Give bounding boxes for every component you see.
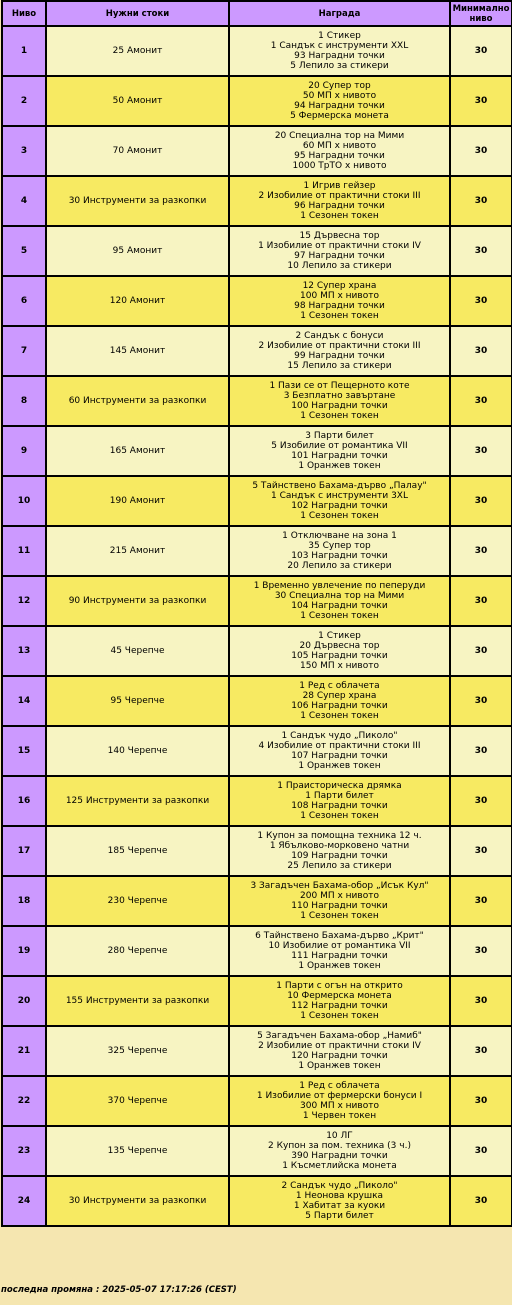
reward-cell <box>229 826 450 876</box>
reward-cell <box>229 426 450 476</box>
reward-line: 109 Наградни точки <box>291 851 388 861</box>
reward-line: 1 Игрив гейзер <box>303 181 376 191</box>
goods-cell: 280 Черепче <box>46 926 229 976</box>
reward-line: 10 Фермерска монета <box>287 991 392 1001</box>
reward-line: 5 Загадъчен Бахама-обор „Намиб" <box>257 1031 422 1041</box>
table-row <box>2 126 512 176</box>
goods-cell: 70 Амонит <box>46 126 229 176</box>
min-level-cell: 30 <box>450 1176 512 1226</box>
reward-line: 1 Сезонен токен <box>300 411 379 421</box>
reward-line: 1 Сезонен токен <box>300 711 379 721</box>
reward-line: 10 ЛГ <box>326 1131 353 1141</box>
table-row <box>2 76 512 126</box>
header-reward: Награда <box>229 1 450 26</box>
reward-cell <box>229 76 450 126</box>
reward-line: 1 Сезонен токен <box>300 911 379 921</box>
reward-line: 1 Сезонен токен <box>300 811 379 821</box>
reward-line: 99 Наградни точки <box>294 351 385 361</box>
reward-line: 35 Супер тор <box>308 541 371 551</box>
min-level-cell: 30 <box>450 1076 512 1126</box>
reward-cell <box>229 1176 450 1226</box>
reward-line: 60 МП x нивото <box>302 141 377 151</box>
goods-cell: 90 Инструменти за разкопки <box>46 576 229 626</box>
reward-line: 3 Парти билет <box>305 431 374 441</box>
reward-line: 1 Купон за помощна техника 12 ч. <box>257 831 422 841</box>
reward-line: 1 Червен токен <box>302 1111 377 1121</box>
reward-cell <box>229 526 450 576</box>
reward-line: 101 Наградни точки <box>291 451 388 461</box>
table-row <box>2 326 512 376</box>
table-row <box>2 526 512 576</box>
table-row <box>2 1126 512 1176</box>
reward-line: 1 Оранжев токен <box>298 1061 381 1071</box>
table-body <box>2 26 512 1226</box>
reward-cell <box>229 626 450 676</box>
goods-cell: 145 Амонит <box>46 326 229 376</box>
min-level-cell: 30 <box>450 176 512 226</box>
goods-cell: 185 Черепче <box>46 826 229 876</box>
reward-line: 2 Сандък чудо „Пиколо" <box>281 1181 398 1191</box>
reward-cell <box>229 576 450 626</box>
min-level-cell: 30 <box>450 376 512 426</box>
header-goods: Нужни стоки <box>46 1 229 26</box>
level-cell: 8 <box>2 376 46 426</box>
reward-line: 1 Оранжев токен <box>298 761 381 771</box>
table-row <box>2 626 512 676</box>
reward-line: 390 Наградни точки <box>291 1151 388 1161</box>
table-row <box>2 276 512 326</box>
reward-cell <box>229 776 450 826</box>
level-cell: 20 <box>2 976 46 1026</box>
reward-line: 1 Сандък чудо „Пиколо" <box>281 731 398 741</box>
goods-cell: 25 Амонит <box>46 26 229 76</box>
reward-cell <box>229 876 450 926</box>
reward-line: 1 Ред с облачета <box>299 1081 380 1091</box>
reward-line: 25 Лепило за стикери <box>287 861 392 871</box>
table-row <box>2 776 512 826</box>
reward-line: 1 Пази се от Пещерното коте <box>269 381 410 391</box>
header-level: Ниво <box>2 1 46 26</box>
goods-cell: 60 Инструменти за разкопки <box>46 376 229 426</box>
level-cell: 11 <box>2 526 46 576</box>
reward-line: 15 Дървесна тор <box>299 231 380 241</box>
level-cell: 7 <box>2 326 46 376</box>
table-row <box>2 226 512 276</box>
reward-line: 100 МП x нивото <box>300 291 379 301</box>
reward-line: 1 Сандък с инструменти XXL <box>270 41 409 51</box>
reward-line: 200 МП x нивото <box>300 891 379 901</box>
reward-line: 1 Парти билет <box>305 791 374 801</box>
reward-line: 3 Загадъчен Бахама-обор „Исък Кул" <box>250 881 429 891</box>
level-cell: 12 <box>2 576 46 626</box>
reward-cell <box>229 1126 450 1176</box>
reward-line: 96 Наградни точки <box>294 201 385 211</box>
reward-line: 120 Наградни точки <box>291 1051 388 1061</box>
goods-cell: 95 Черепче <box>46 676 229 726</box>
table-row <box>2 1076 512 1126</box>
level-cell: 1 <box>2 26 46 76</box>
goods-cell: 155 Инструменти за разкопки <box>46 976 229 1026</box>
reward-cell <box>229 126 450 176</box>
level-cell: 16 <box>2 776 46 826</box>
reward-line: 1 Сезонен токен <box>300 311 379 321</box>
level-cell: 9 <box>2 426 46 476</box>
min-level-cell: 30 <box>450 526 512 576</box>
goods-cell: 50 Амонит <box>46 76 229 126</box>
min-level-cell: 30 <box>450 276 512 326</box>
reward-line: 1 Временно увлечение по пеперуди <box>253 581 426 591</box>
level-cell: 18 <box>2 876 46 926</box>
reward-line: 6 Тайнствено Бахама-дърво „Крит" <box>255 931 424 941</box>
level-cell: 6 <box>2 276 46 326</box>
reward-line: 20 Супер тор <box>308 81 371 91</box>
level-cell: 13 <box>2 626 46 676</box>
reward-line: 28 Супер храна <box>302 691 377 701</box>
level-cell: 17 <box>2 826 46 876</box>
reward-line: 5 Лепило за стикери <box>290 61 389 71</box>
level-cell: 2 <box>2 76 46 126</box>
min-level-cell: 30 <box>450 876 512 926</box>
min-level-cell: 30 <box>450 776 512 826</box>
reward-cell <box>229 376 450 426</box>
goods-cell: 215 Амонит <box>46 526 229 576</box>
min-level-cell: 30 <box>450 726 512 776</box>
reward-line: 5 Изобилие от романтика VII <box>271 441 408 451</box>
level-cell: 22 <box>2 1076 46 1126</box>
reward-cell <box>229 176 450 226</box>
table-row <box>2 376 512 426</box>
table-row <box>2 726 512 776</box>
goods-cell: 30 Инструменти за разкопки <box>46 1176 229 1226</box>
rewards-table <box>1 0 512 1227</box>
reward-line: 20 Специална тор на Мими <box>274 131 405 141</box>
reward-line: 1 Отключване на зона 1 <box>282 531 397 541</box>
reward-line: 1 Сезонен токен <box>300 511 379 521</box>
reward-line: 3 Безплатно завъртане <box>283 391 396 401</box>
reward-line: 1 Праисторическа дрямка <box>277 781 402 791</box>
reward-cell <box>229 326 450 376</box>
reward-cell <box>229 26 450 76</box>
reward-cell <box>229 1026 450 1076</box>
reward-line: 1 Парти с огън на открито <box>276 981 403 991</box>
reward-line: 97 Наградни точки <box>294 251 385 261</box>
reward-cell <box>229 1076 450 1126</box>
reward-line: 1 Неонова крушка <box>295 1191 384 1201</box>
reward-line: 106 Наградни точки <box>291 701 388 711</box>
table-row <box>2 1176 512 1226</box>
min-level-cell: 30 <box>450 976 512 1026</box>
goods-cell: 120 Амонит <box>46 276 229 326</box>
reward-line: 1 Стикер <box>318 631 361 641</box>
min-level-cell: 30 <box>450 676 512 726</box>
min-level-cell: 30 <box>450 126 512 176</box>
reward-line: 2 Изобилие от практични стоки III <box>258 191 421 201</box>
table-row <box>2 476 512 526</box>
reward-line: 1 Късметлийска монета <box>282 1161 397 1171</box>
reward-line: 10 Лепило за стикери <box>287 261 392 271</box>
reward-line: 2 Сандък с бонуси <box>295 331 384 341</box>
reward-line: 1 Изобилие от практични стоки IV <box>258 241 421 251</box>
reward-line: 104 Наградни точки <box>291 601 388 611</box>
min-level-cell: 30 <box>450 426 512 476</box>
reward-line: 1 Хабитат за куоки <box>293 1201 386 1211</box>
reward-line: 2 Купон за пом. техника (3 ч.) <box>268 1141 411 1151</box>
last-modified: последна промяна : 2025-05-07 17:17:26 (CEST) <box>1 1285 237 1295</box>
reward-line: 1 Сандък с инструменти 3XL <box>271 491 408 501</box>
reward-line: 1 Сезонен токен <box>300 1011 379 1021</box>
level-cell: 21 <box>2 1026 46 1076</box>
reward-line: 1 Ред с облачета <box>299 681 380 691</box>
header-min-level: Минимално ниво <box>450 1 512 26</box>
min-level-cell: 30 <box>450 1026 512 1076</box>
reward-cell <box>229 976 450 1026</box>
reward-line: 5 Фермерска монета <box>290 111 389 121</box>
reward-cell <box>229 226 450 276</box>
reward-line: 95 Наградни точки <box>294 151 385 161</box>
min-level-cell: 30 <box>450 76 512 126</box>
reward-line: 50 МП x нивото <box>302 91 377 101</box>
table-row <box>2 576 512 626</box>
reward-line: 110 Наградни точки <box>291 901 388 911</box>
table-row <box>2 426 512 476</box>
level-cell: 23 <box>2 1126 46 1176</box>
goods-cell: 230 Черепче <box>46 876 229 926</box>
level-cell: 14 <box>2 676 46 726</box>
reward-line: 15 Лепило за стикери <box>287 361 392 371</box>
reward-line: 10 Изобилие от романтика VII <box>268 941 411 951</box>
reward-line: 2 Изобилие от практични стоки IV <box>258 1041 421 1051</box>
goods-cell: 30 Инструменти за разкопки <box>46 176 229 226</box>
level-cell: 5 <box>2 226 46 276</box>
reward-line: 100 Наградни точки <box>291 401 388 411</box>
reward-line: 1 Сезонен токен <box>300 211 379 221</box>
reward-line: 103 Наградни точки <box>291 551 388 561</box>
reward-line: 112 Наградни точки <box>291 1001 388 1011</box>
reward-line: 93 Наградни точки <box>294 51 385 61</box>
min-level-cell: 30 <box>450 26 512 76</box>
level-cell: 15 <box>2 726 46 776</box>
table-row <box>2 26 512 76</box>
goods-cell: 190 Амонит <box>46 476 229 526</box>
min-level-cell: 30 <box>450 576 512 626</box>
table-row <box>2 826 512 876</box>
min-level-cell: 30 <box>450 926 512 976</box>
reward-line: 111 Наградни точки <box>291 951 388 961</box>
goods-cell: 325 Черепче <box>46 1026 229 1076</box>
goods-cell: 95 Амонит <box>46 226 229 276</box>
reward-line: 102 Наградни точки <box>291 501 388 511</box>
reward-line: 108 Наградни точки <box>291 801 388 811</box>
reward-line: 94 Наградни точки <box>294 101 385 111</box>
reward-line: 107 Наградни точки <box>291 751 388 761</box>
table-row <box>2 176 512 226</box>
reward-line: 1 Изобилие от фермерски бонуси I <box>256 1091 423 1101</box>
reward-line: 300 МП x нивото <box>300 1101 379 1111</box>
goods-cell: 45 Черепче <box>46 626 229 676</box>
reward-cell <box>229 476 450 526</box>
reward-line: 1 Оранжев токен <box>298 461 381 471</box>
reward-line: 1 Стикер <box>318 31 361 41</box>
reward-line: 1 Оранжев токен <box>298 961 381 971</box>
table-row <box>2 976 512 1026</box>
level-cell: 10 <box>2 476 46 526</box>
table-row <box>2 876 512 926</box>
goods-cell: 135 Черепче <box>46 1126 229 1176</box>
table-row <box>2 1026 512 1076</box>
reward-line: 12 Супер храна <box>302 281 377 291</box>
reward-line: 20 Лепило за стикери <box>287 561 392 571</box>
goods-cell: 370 Черепче <box>46 1076 229 1126</box>
reward-line: 1 Ябълково-морковено чатни <box>269 841 410 851</box>
min-level-cell: 30 <box>450 626 512 676</box>
min-level-cell: 30 <box>450 1126 512 1176</box>
reward-line: 150 МП x нивото <box>300 661 379 671</box>
reward-line: 4 Изобилие от практични стоки III <box>258 741 421 751</box>
header-row <box>2 1 512 26</box>
goods-cell: 140 Черепче <box>46 726 229 776</box>
reward-cell <box>229 276 450 326</box>
goods-cell: 125 Инструменти за разкопки <box>46 776 229 826</box>
level-cell: 19 <box>2 926 46 976</box>
reward-cell <box>229 726 450 776</box>
min-level-cell: 30 <box>450 226 512 276</box>
reward-line: 105 Наградни точки <box>291 651 388 661</box>
reward-line: 30 Специална тор на Мими <box>274 591 405 601</box>
level-cell: 24 <box>2 1176 46 1226</box>
level-cell: 3 <box>2 126 46 176</box>
level-cell: 4 <box>2 176 46 226</box>
table-row <box>2 926 512 976</box>
table-row <box>2 676 512 726</box>
goods-cell: 165 Амонит <box>46 426 229 476</box>
reward-line: 2 Изобилие от практични стоки III <box>258 341 421 351</box>
reward-line: 5 Парти билет <box>305 1211 374 1221</box>
reward-line: 5 Тайнствено Бахама-дърво „Палау" <box>252 481 427 491</box>
reward-line: 1 Сезонен токен <box>300 611 379 621</box>
reward-line: 20 Дървесна тор <box>299 641 380 651</box>
reward-cell <box>229 926 450 976</box>
reward-line: 98 Наградни точки <box>294 301 385 311</box>
min-level-cell: 30 <box>450 476 512 526</box>
reward-line: 1000 ТрТО x нивото <box>292 161 387 171</box>
reward-cell <box>229 676 450 726</box>
min-level-cell: 30 <box>450 826 512 876</box>
min-level-cell: 30 <box>450 326 512 376</box>
